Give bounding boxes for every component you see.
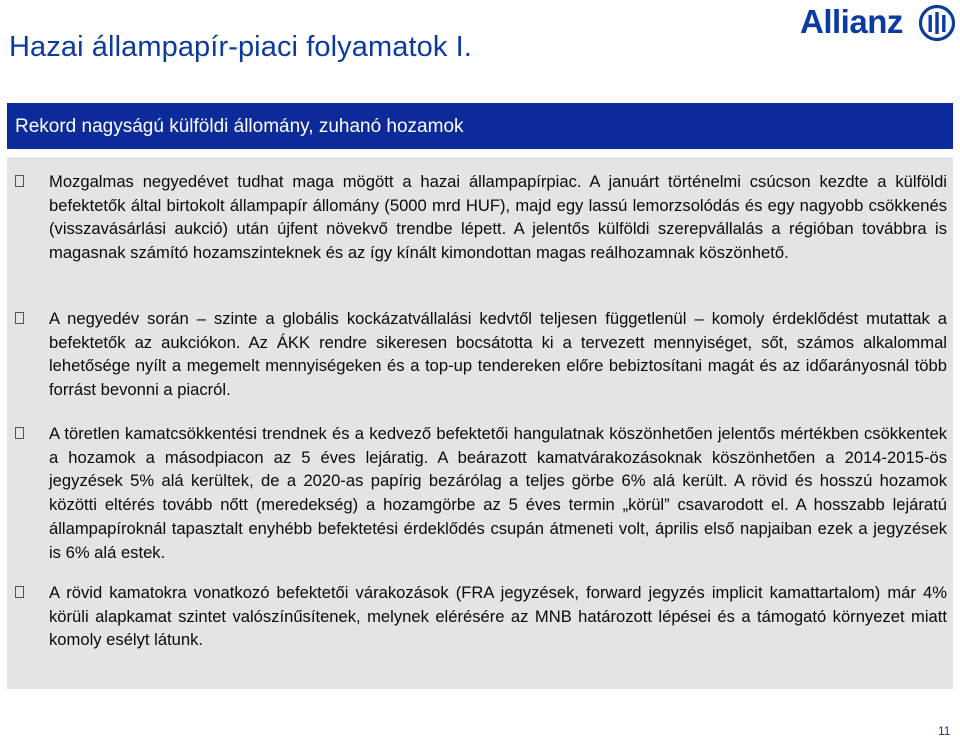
bullet-text: A negyedév során – szinte a globális kockázatvállalási kedvtől teljesen függetlenül – komoly érdeklődést mutattak a befektetők az aukciókon. Az ÁKK rendre sikeresen bocsátotta ki a tervezett mennyiséget, sőt, számos alkalommal lehetősége nyílt a megemelt mennyiségeken és a top-up tendereken előre bebiztosítani magát és az időarányosnál több forrást bevonni a piacról.: [49, 309, 947, 400]
section-banner: [7, 103, 953, 149]
bullet-item: [11, 422, 947, 564]
bullet-item: [11, 170, 947, 265]
bullet-text: Mozgalmas negyedévet tudhat maga mögött a hazai állampapírpiac. A januárt történelmi csúcson kezdte a külföldi befektetők által birtokolt állampapír állomány (5000 mrd HUF), majd egy lassú lemorzsolódás és egy nagyobb csökkenés (visszavásárlási aukció) után újfent növekvő trendbe lépett. A jelentős külföldi szerepvállalás a régióban továbbra is magasnak számító hozamszinteknek és az így kínált kimondottan magas reálhozamnak köszönhető.: [49, 172, 947, 263]
allianz-eagle-icon: [918, 4, 956, 42]
bullet-text: A töretlen kamatcsökkentési trendnek és a kedvező befektetői hangulatnak köszönhetően jelentős mértékben csökkentek a hozamok a másodpiacon az 5 éves lejáratig. A beárazott kamatvárakozásoknak köszönhetően a 2014-2015-ös jegyzések 5% alá kerültek, de a 2020-as papírig bezárólag a teljes görbe 6% alá került. A rövid és hosszú hozamok közötti eltérés tovább nőtt (meredekség) a hozamgörbe az 5 éves termin „körül” csavarodott el. A hosszabb lejáratú állampapíroknál tapasztalt enyhébb befektetési érdeklődés csupán átmeneti volt, április első napjaiban ezek a jegyzések is 6% alá estek.: [49, 424, 947, 562]
page-title: Hazai állampapír-piaci folyamatok I.: [9, 31, 472, 63]
logo-wordmark: Allianz: [800, 3, 903, 40]
bullet-square-icon: [15, 427, 24, 439]
bullet-square-icon: [15, 312, 24, 324]
page-number: 11: [938, 724, 951, 738]
allianz-logo: [800, 0, 960, 44]
bullet-item: [11, 307, 947, 402]
bullet-item: [11, 581, 947, 652]
content-panel: [7, 157, 953, 689]
bullet-text: A rövid kamatokra vonatkozó befektetői várakozások (FRA jegyzések, forward jegyzés implicit kamattartalom) már 4% körüli alapkamat szintet valószínűsítenek, melynek elérésére az MNB határozott lépései és a támogató környezet miatt komoly esélyt látunk.: [49, 583, 947, 650]
bullet-square-icon: [15, 175, 24, 187]
banner-text: Rekord nagyságú külföldi állomány, zuhanó hozamok: [15, 116, 464, 137]
bullet-square-icon: [15, 586, 24, 598]
